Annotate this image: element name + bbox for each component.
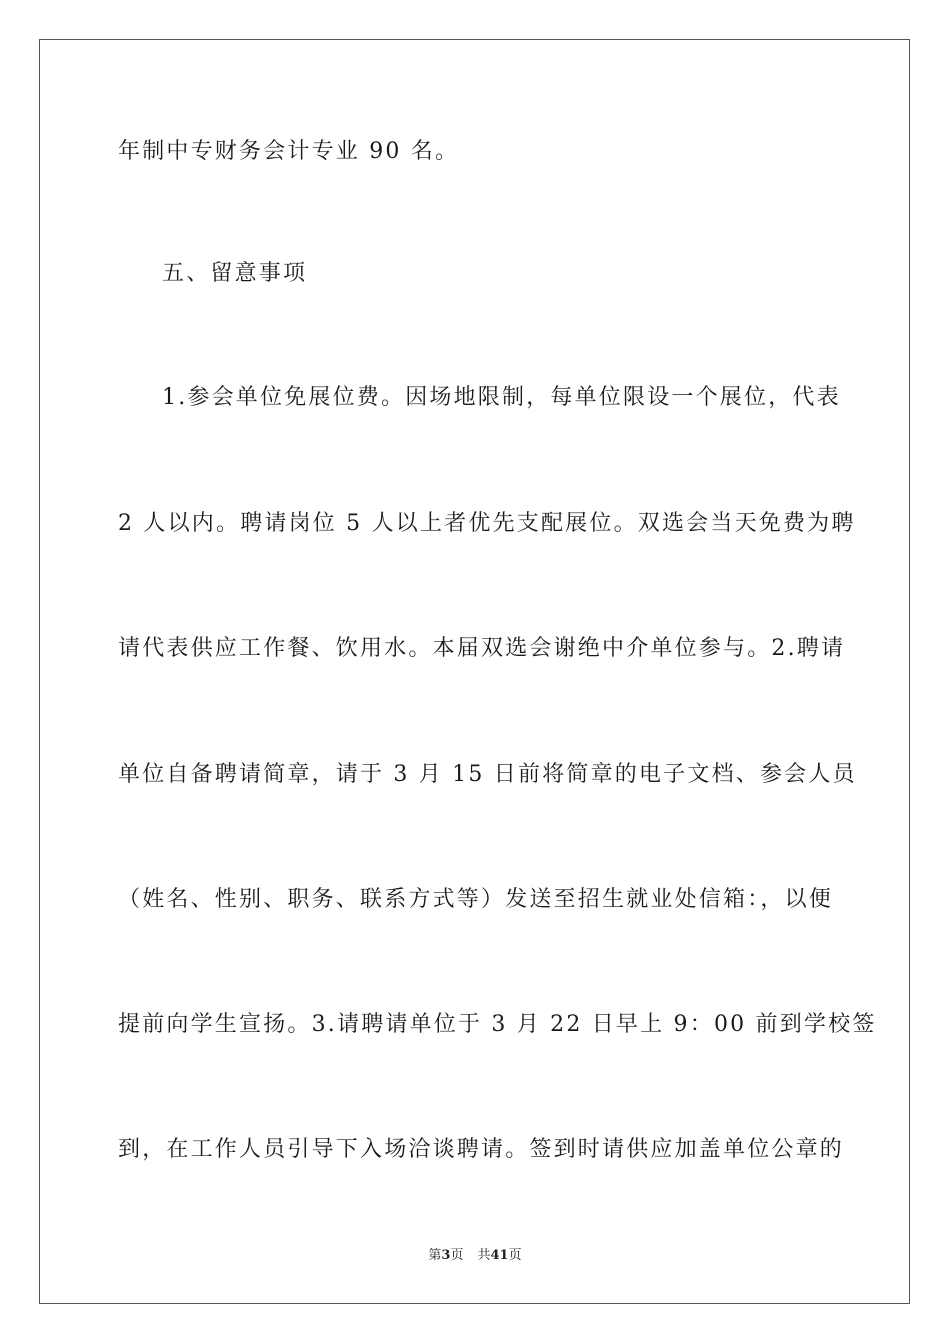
text-line-3: 1.参会单位免展位费。因场地限制，每单位限设一个展位，代表 bbox=[162, 385, 841, 410]
section-heading: 五、留意事项 bbox=[162, 261, 308, 286]
text-line-5: 请代表供应工作餐、饮用水。本届双选会谢绝中介单位参与。2.聘请 bbox=[118, 636, 846, 661]
page-current: 3 bbox=[441, 1248, 451, 1263]
page-border bbox=[39, 39, 910, 1304]
page-unit: 页 bbox=[450, 1248, 464, 1263]
page-footer bbox=[0, 1247, 950, 1265]
text-line-9: 到，在工作人员引导下入场洽谈聘请。签到时请供应加盖单位公章的 bbox=[118, 1137, 845, 1162]
total-prefix: 共 bbox=[477, 1248, 491, 1263]
text-line-1: 年制中专财务会计专业 90 名。 bbox=[118, 139, 460, 164]
text-line-6: 单位自备聘请简章，请于 3 月 15 日前将简章的电子文档、参会人员 bbox=[118, 762, 857, 787]
text-line-4: 2 人以内。聘请岗位 5 人以上者优先支配展位。双选会当天免费为聘 bbox=[118, 511, 856, 536]
text-line-7: （姓名、性别、职务、联系方式等）发送至招生就业处信箱：，以便 bbox=[118, 887, 834, 912]
text-line-8: 提前向学生宣扬。3.请聘请单位于 3 月 22 日早上 9：00 前到学校签 bbox=[118, 1012, 877, 1037]
total-unit: 页 bbox=[508, 1248, 522, 1263]
page-prefix: 第 bbox=[428, 1248, 442, 1263]
page-total: 41 bbox=[490, 1248, 509, 1263]
